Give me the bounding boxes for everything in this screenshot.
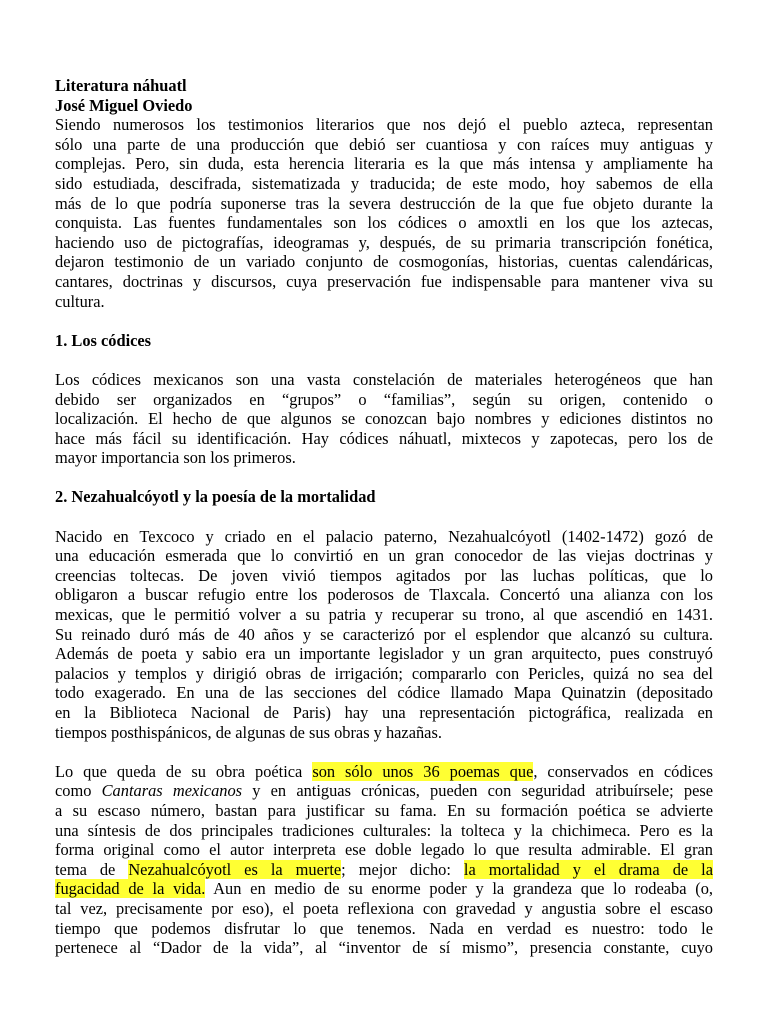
codices-paragraph — [55, 370, 713, 468]
paragraph-line: una educación esmerada que lo convirtió en un gran conocedor de las viejas doctrinas y — [55, 546, 713, 566]
paragraph-line — [55, 781, 713, 801]
section-heading-nezahualcoyotl: 2. Nezahualcóyotl y la poesía de la mortalidad — [55, 487, 376, 507]
paragraph-line: creencias toltecas. De joven vivió tiempos agitados por las luchas políticas, que lo — [55, 565, 713, 585]
paragraph-line: Nacido en Texcoco y criado en el palacio paterno, Nezahualcóyotl (1402-1472) gozó de — [55, 526, 713, 546]
paragraph-line: todo exagerado. En una de las secciones del códice llamado Mapa Quinatzin (depositado — [55, 683, 713, 703]
paragraph-line: mayor importancia son los primeros. — [55, 448, 296, 468]
spacer — [55, 468, 713, 488]
text-run: Aun en medio de su enorme poder y la grandeza que lo rodeaba (o, — [205, 879, 713, 899]
paragraph-line — [55, 860, 713, 880]
paragraph-line — [55, 879, 713, 899]
text-run: ; mejor dicho: — [341, 859, 464, 879]
document-title: Literatura náhuatl — [55, 76, 187, 95]
paragraph-line: conquista. Las fuentes fundamentales son los códices o amoxtli en los que los aztecas, — [55, 213, 713, 233]
paragraph-line: cantares, doctrinas y discursos, cuya preservación fue indispensable para mantener viva su — [55, 271, 713, 291]
paragraph-line — [55, 762, 713, 782]
paragraph-line: en la Biblioteca Nacional de Paris) hay una representación pictográfica, realizada en — [55, 703, 713, 722]
paragraph-line: una síntesis de dos principales tradiciones culturales: la tolteca y la chichimeca. Pero es la — [55, 820, 713, 840]
text-run: , conservados en códices — [533, 761, 714, 781]
paragraph-line: Su reinado duró más de 40 años y se caracterizó por el esplendor que alcanzó su cultura. — [55, 624, 713, 644]
text-run: Lo que queda de su obra poética — [55, 761, 313, 781]
paragraph-line: tiempos posthispánicos, de algunas de sus obras y hazañas. — [55, 722, 442, 742]
section-heading-codices: 1. Los códices — [55, 330, 152, 350]
poetry-paragraph — [55, 762, 713, 958]
text-run: como — [55, 781, 102, 801]
spacer — [55, 350, 713, 370]
paragraph-line: pertenece al “Dador de la vida”, al “inventor de sí mismo”, presencia constante, cuyo — [55, 938, 713, 958]
paragraph-line: mexicas, que le permitió volver a su patria y recuperar su trono, al que ascendió en 1431. — [55, 605, 713, 625]
paragraph-line: palacios y templos y dirigió obras de irrigación; compararlo con Pericles, quizá no sea del — [55, 663, 713, 683]
paragraph-line: cultura. — [55, 291, 105, 311]
highlighted-text: fugacidad de la vida. — [55, 879, 206, 899]
paragraph-line: forma original como el autor interpreta ese doble legado lo que resulta admirable. El gran — [55, 840, 713, 860]
paragraph-line: Los códices mexicanos son una vasta constelación de materiales heterogéneos que han — [55, 369, 713, 389]
paragraph-line: tiempo que podemos disfrutar lo que tenemos. Nada en verdad es nuestro: todo le — [55, 918, 713, 938]
spacer — [55, 311, 713, 331]
paragraph-line: complejas. Pero, sin duda, esta herencia literaria es la que más intensa y ampliamente ha — [55, 154, 713, 174]
document-author: José Miguel Oviedo — [55, 95, 193, 115]
paragraph-line: más de lo que podría suponerse tras la severa destrucción de la que fue objeto durante la — [55, 193, 713, 213]
paragraph-line: a su escaso número, bastan para justificar su fama. En su formación poética se advierte — [55, 800, 713, 820]
paragraph-line: haciendo uso de pictografías, ideogramas y, después, de su primaria transcripción fonética, — [55, 232, 713, 252]
spacer — [55, 742, 713, 762]
paragraph-line: obligaron a buscar refugio entre los poderosos de Tlaxcala. Concertó una alianza con los — [55, 585, 713, 605]
paragraph-line: tal vez, precisamente por eso), el poeta reflexiona con gravedad y angustia sobre el escaso — [55, 898, 713, 918]
paragraph-line: hace más fácil su identificación. Hay códices náhuatl, mixtecos y zapotecas, pero los de — [55, 428, 713, 448]
text-run: y en antiguas crónicas, pueden con seguridad atribuírsele; pese — [242, 781, 713, 801]
paragraph-line: sido estudiada, descifrada, sistematizada y traducida; de este modo, hoy sabemos de ella — [55, 173, 713, 193]
intro-paragraph — [55, 115, 713, 311]
paragraph-line: Además de poeta y sabio era un importante legislador y un gran arquitecto, pues construyó — [55, 644, 713, 664]
paragraph-line: sólo una parte de una producción que debió ser cuantiosa y con raíces muy antiguas y — [55, 134, 713, 154]
paragraph-line: Siendo numerosos los testimonios literarios que nos dejó el pueblo azteca, representan — [55, 115, 713, 135]
biography-paragraph — [55, 527, 713, 743]
highlighted-text: la mortalidad y el drama de la — [463, 859, 713, 879]
highlighted-text: son sólo unos 36 poemas que — [312, 761, 534, 781]
spacer — [55, 507, 713, 527]
highlighted-text: Nezahualcóyotl es la muerte — [128, 859, 342, 879]
paragraph-line: dejaron testimonio de un variado conjunto de cosmogonías, historias, cuentas calendáricas, — [55, 252, 713, 272]
paragraph-line: localización. El hecho de que algunos se conozcan bajo nombres y ediciones distintos no — [55, 409, 713, 429]
italic-title: Cantaras mexicanos — [101, 781, 243, 801]
text-run: tema de — [55, 859, 129, 879]
paragraph-line: debido ser organizados en “grupos” o “familias”, según su origen, contenido o — [55, 389, 713, 409]
